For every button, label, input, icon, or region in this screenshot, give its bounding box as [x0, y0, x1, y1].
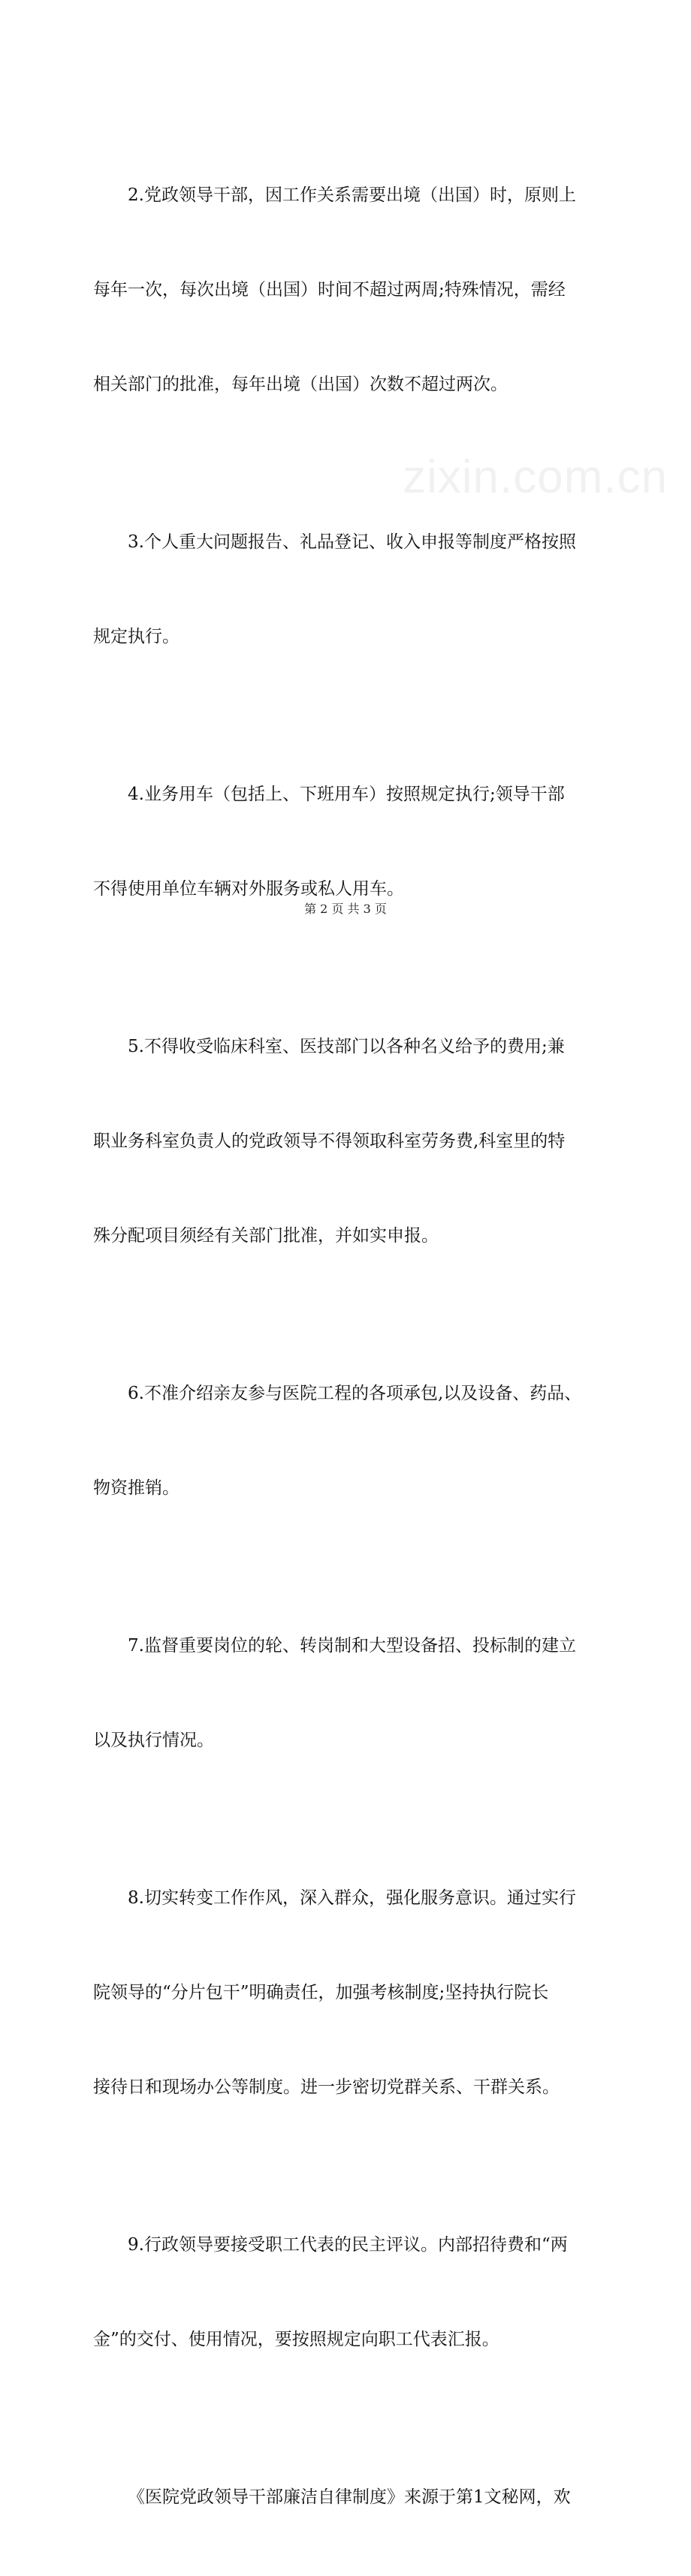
- paragraph-line: 物资推销。: [93, 1478, 180, 1498]
- paragraph-2: [93, 116, 604, 463]
- paragraph-line: 职业务科室负责人的党政领导不得领取科室劳务费,科室里的特: [93, 1131, 566, 1151]
- paragraph-line: 8.切实转变工作作风，深入群众，强化服务意识。通过实行: [128, 1888, 576, 1908]
- paragraph-line: 院领导的“分片包干”明确责任，加强考核制度;坚持执行院长: [93, 1983, 549, 2002]
- paragraph-line: 7.监督重要岗位的轮、转岗制和大型设备招、投标制的建立: [128, 1636, 576, 1656]
- paragraph-line: 殊分配项目须经有关部门批准，并如实申报。: [93, 1226, 439, 1246]
- paragraph-line: 3.个人重大问题报告、礼品登记、收入申报等制度严格按照: [128, 532, 576, 552]
- paragraph-line: 金”的交付、使用情况，要按照规定向职工代表汇报。: [93, 2330, 499, 2349]
- paragraph-7: [93, 1567, 604, 1819]
- paragraph-8: [93, 1819, 604, 2166]
- paragraph-line: 接待日和现场办公等制度。进一步密切党群关系、干群关系。: [93, 2077, 560, 2097]
- paragraph-line: 不得使用单位车辆对外服务或私人用车。: [93, 879, 404, 899]
- paragraph-line: 规定执行。: [93, 627, 180, 646]
- paragraph-line: 6.不准介绍亲友参与医院工程的各项承包,以及设备、药品、: [128, 1384, 582, 1403]
- page-number-footer: 第 2 页 共 3 页: [304, 902, 387, 916]
- paragraph-line: 以及执行情况。: [93, 1731, 214, 1750]
- paragraph-source-note: [93, 2418, 604, 2576]
- paragraph-line: 每年一次，每次出境（出国）时间不超过两周;特殊情况，需经: [93, 280, 566, 300]
- paragraph-9: [93, 2166, 604, 2418]
- paragraph-line: 2.党政领导干部，因工作关系需要出境（出国）时，原则上: [128, 185, 576, 205]
- document-body: [93, 116, 604, 2576]
- paragraph-line: 《医院党政领导干部廉洁自律制度》来源于第1文秘网，欢: [128, 2487, 571, 2507]
- paragraph-line: 5.不得收受临床科室、医技部门以各种名义给予的费用;兼: [128, 1037, 565, 1056]
- paragraph-3: [93, 463, 604, 716]
- paragraph-6: [93, 1315, 604, 1567]
- paragraph-line: 4.业务用车（包括上、下班用车）按照规定执行;领导干部: [128, 785, 565, 804]
- paragraph-line: 相关部门的批准，每年出境（出国）次数不超过两次。: [93, 375, 508, 394]
- paragraph-4: [93, 716, 604, 968]
- watermark: zixin.com.cn: [403, 451, 668, 503]
- paragraph-5: [93, 968, 604, 1315]
- paragraph-line: 9.行政领导要接受职工代表的民主评议。内部招待费和“两: [128, 2235, 568, 2255]
